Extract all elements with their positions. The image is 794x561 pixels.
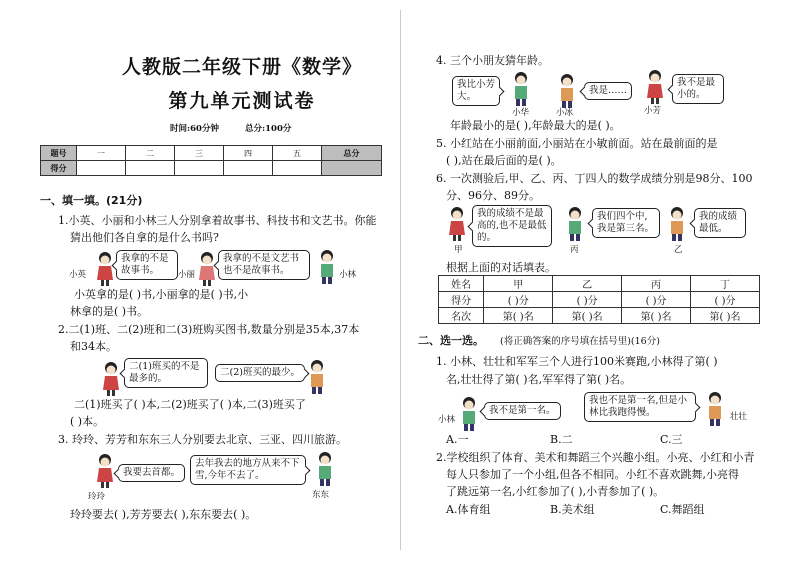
child-boy-icon bbox=[510, 70, 532, 106]
score-cell[interactable] bbox=[273, 161, 322, 176]
score-cell[interactable] bbox=[126, 161, 175, 176]
s2q2-option-b[interactable]: B.美术组 bbox=[550, 503, 595, 516]
q4-bubble-xiaohua: 我比小芳大。 bbox=[452, 76, 500, 106]
total-score: 总分:100分 bbox=[245, 124, 292, 134]
s2q2-text-line3[interactable]: 了跳远第一名,小红参加了( ),小青参加了( )。 bbox=[446, 485, 665, 498]
child-boy-icon bbox=[556, 72, 578, 108]
s2q2-option-c[interactable]: C.舞蹈组 bbox=[660, 503, 705, 516]
table-header: 丁 bbox=[691, 276, 760, 292]
q2-text-line2: 和34本。 bbox=[70, 340, 117, 353]
section-1-heading: 一、填一填。(21分) bbox=[40, 194, 143, 207]
s2q2-text-line1: 2.学校组织了体育、美术和舞蹈三个兴趣小组。小亮、小红和小青 bbox=[436, 451, 755, 464]
q6-name-jia: 甲 bbox=[454, 245, 463, 255]
score-header-total: 总分 bbox=[322, 146, 382, 161]
q3-answer[interactable]: 玲玲要去( ),芳芳要去( ),东东要去( )。 bbox=[70, 508, 257, 521]
child-boy-icon bbox=[314, 450, 336, 486]
s2q1-text-line1[interactable]: 1. 小林、壮壮和军军三个人进行100米赛跑,小林得了第( ) bbox=[436, 355, 718, 368]
child-girl-icon bbox=[94, 250, 116, 286]
score-header-label: 题号 bbox=[41, 146, 77, 161]
q6-bubble-jia: 我的成绩不是最高的,也不是最低的。 bbox=[472, 205, 552, 247]
score-answer-cell[interactable]: ( )分 bbox=[553, 292, 622, 308]
score-row-label: 得分 bbox=[41, 161, 77, 176]
row-label-rank: 名次 bbox=[439, 308, 484, 324]
q1-text-line1: 1.小英、小丽和小林三人分别拿着故事书、科技书和文艺书。你能 bbox=[58, 214, 377, 227]
score-answer-cell[interactable]: ( )分 bbox=[622, 292, 691, 308]
q3-bubble-b: 去年我去的地方从来不下雪,今年不去了。 bbox=[190, 455, 306, 485]
column-divider bbox=[400, 10, 401, 550]
q6-bubble-yi: 我的成绩最低。 bbox=[694, 208, 746, 238]
q4-name-xiaohua: 小华 bbox=[512, 108, 530, 118]
score-header: 一 bbox=[77, 146, 126, 161]
rank-answer-cell[interactable]: 第( )名 bbox=[553, 308, 622, 324]
score-cell[interactable] bbox=[77, 161, 126, 176]
q4-bubble-xiaofang: 我不是最小的。 bbox=[672, 74, 724, 104]
q1-answer-line2[interactable]: 林拿的是( )书。 bbox=[70, 305, 149, 318]
q6-result-table bbox=[438, 275, 760, 324]
time-limit: 时间:60分钟 bbox=[170, 124, 219, 134]
child-boy-icon bbox=[458, 395, 480, 431]
q4-answer[interactable]: 年龄最小的是( ),年龄最大的是( )。 bbox=[450, 119, 621, 132]
row-label-score: 得分 bbox=[439, 292, 484, 308]
q4-name-xiaobing: 小冰 bbox=[556, 108, 574, 118]
q2-answer-line2[interactable]: ( )本。 bbox=[70, 415, 105, 428]
child-boy-icon bbox=[316, 248, 338, 284]
q3-name-lingling: 玲玲 bbox=[88, 492, 106, 502]
child-girl-icon bbox=[644, 68, 666, 104]
table-header: 姓名 bbox=[439, 276, 484, 292]
s2q1-option-c[interactable]: C.三 bbox=[660, 433, 683, 446]
score-header: 三 bbox=[175, 146, 224, 161]
q1-text-line2: 猜出他们各自拿的是什么书吗? bbox=[70, 231, 219, 244]
child-boy-icon bbox=[704, 390, 726, 426]
section-2-heading: 二、选一选。 bbox=[418, 334, 484, 347]
q2-bubble-b: 二(2)班买的最少。 bbox=[215, 364, 305, 382]
score-cell[interactable] bbox=[224, 161, 273, 176]
q3-name-dongdong: 东东 bbox=[312, 490, 330, 500]
q6-name-bing: 丙 bbox=[570, 245, 579, 255]
page-subtitle: 第九单元测试卷 bbox=[168, 90, 316, 112]
score-answer-cell[interactable]: ( )分 bbox=[484, 292, 553, 308]
s2q1-name-xiaolin: 小林 bbox=[438, 415, 456, 425]
score-cell-total[interactable] bbox=[322, 161, 382, 176]
child-boy-icon bbox=[666, 205, 688, 241]
child-girl-icon bbox=[196, 250, 218, 286]
child-girl-icon bbox=[100, 360, 122, 396]
q4-text-line1: 4. 三个小朋友猜年龄。 bbox=[436, 54, 549, 67]
s2q1-bubble-zhuangzhuang: 我也不是第一名,但是小林比我跑得慢。 bbox=[584, 392, 696, 422]
score-table bbox=[40, 145, 382, 176]
s2q1-option-a[interactable]: A.一 bbox=[446, 433, 469, 446]
q6-text-line1: 6. 一次测验后,甲、乙、丙、丁四人的数学成绩分别是98分、100 bbox=[436, 172, 753, 185]
q4-name-xiaofang: 小芳 bbox=[644, 106, 662, 116]
q4-bubble-xiaobing: 我是…… bbox=[584, 82, 632, 100]
table-header: 甲 bbox=[484, 276, 553, 292]
q6-bubble-bing: 我们四个中,我是第三名。 bbox=[592, 208, 660, 238]
q3-bubble-a: 我要去首都。 bbox=[118, 464, 185, 482]
table-header: 乙 bbox=[553, 276, 622, 292]
q1-name-xiaoying: 小英 bbox=[69, 270, 87, 280]
q1-bubble-xiaoying: 我拿的不是故事书。 bbox=[116, 250, 178, 280]
rank-answer-cell[interactable]: 第( )名 bbox=[484, 308, 553, 324]
q6-instruction: 根据上面的对话填表。 bbox=[446, 261, 556, 274]
q1-bubble-xiaoli: 我拿的不是文艺书也不是故事书。 bbox=[218, 250, 310, 280]
score-header: 二 bbox=[126, 146, 175, 161]
s2q2-option-a[interactable]: A.体育组 bbox=[446, 503, 491, 516]
rank-answer-cell[interactable]: 第( )名 bbox=[691, 308, 760, 324]
q2-text-line1: 2.二(1)班、二(2)班和二(3)班购买图书,数量分别是35本,37本 bbox=[58, 323, 360, 336]
s2q1-bubble-xiaolin: 我不是第一名。 bbox=[484, 402, 561, 420]
s2q1-text-line2[interactable]: 名,壮壮得了第( )名,军军得了第( )名。 bbox=[446, 373, 632, 386]
q6-name-yi: 乙 bbox=[674, 245, 683, 255]
q1-answer-line1[interactable]: 小英拿的是( )书,小丽拿的是( )书,小 bbox=[74, 288, 249, 301]
q1-name-xiaolin: 小林 bbox=[339, 270, 357, 280]
score-header: 四 bbox=[224, 146, 273, 161]
page-title: 人教版二年级下册《数学》 bbox=[121, 56, 362, 78]
section-2-note: (将正确答案的序号填在括号里)(16分) bbox=[500, 336, 660, 347]
q5-text-line1: 5. 小红站在小丽前面,小丽站在小敏前面。站在最前面的是 bbox=[436, 137, 718, 150]
child-girl-icon bbox=[446, 205, 468, 241]
s2q1-option-b[interactable]: B.二 bbox=[550, 433, 573, 446]
q5-text-line2[interactable]: ( ),站在最后面的是( )。 bbox=[446, 154, 562, 167]
table-header: 丙 bbox=[622, 276, 691, 292]
child-girl-icon bbox=[94, 452, 116, 488]
q2-bubble-a: 二(1)班买的不是最多的。 bbox=[124, 358, 208, 388]
s2q1-name-zhuangzhuang: 壮壮 bbox=[730, 412, 748, 422]
q1-name-xiaoli: 小丽 bbox=[178, 270, 196, 280]
child-boy-icon bbox=[306, 358, 328, 394]
q3-text-line1: 3. 玲玲、芳芳和东东三人分别要去北京、三亚、四川旅游。 bbox=[58, 433, 347, 446]
score-header: 五 bbox=[273, 146, 322, 161]
child-boy-icon bbox=[564, 205, 586, 241]
score-cell[interactable] bbox=[175, 161, 224, 176]
s2q2-text-line2: 每人只参加了一个小组,但各不相同。小红不喜欢跳舞,小亮得 bbox=[446, 468, 739, 481]
rank-answer-cell[interactable]: 第( )名 bbox=[622, 308, 691, 324]
q2-answer-line1[interactable]: 二(1)班买了( )本,二(2)班买了( )本,二(3)班买了 bbox=[74, 398, 306, 411]
q6-text-line2: 分、96分、89分。 bbox=[446, 189, 540, 202]
score-answer-cell[interactable]: ( )分 bbox=[691, 292, 760, 308]
